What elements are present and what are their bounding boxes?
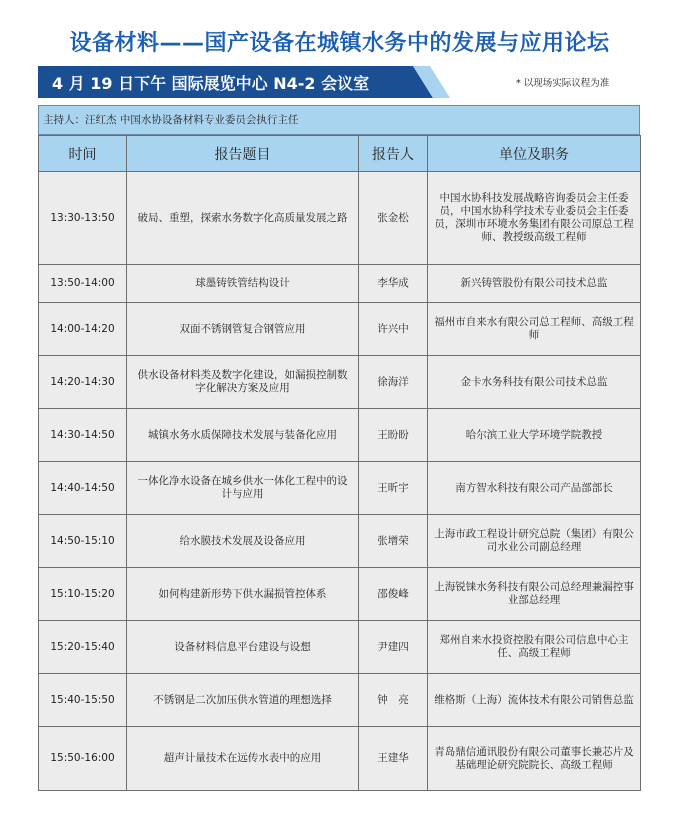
row-time: 14:00-14:20 — [39, 303, 127, 356]
row-topic: 给水膜技术发展及设备应用 — [127, 515, 359, 568]
row-topic: 破局、重塑，探索水务数字化高质量发展之路 — [127, 172, 359, 265]
row-organization: 青岛鼎信通讯股份有限公司董事长兼芯片及基础理论研究院院长、高级工程师 — [428, 727, 641, 791]
schedule-table — [38, 135, 641, 791]
table-row — [39, 621, 641, 674]
table-header-row — [39, 136, 641, 172]
row-organization: 福州市自来水有限公司总工程师、高级工程师 — [428, 303, 641, 356]
table-row — [39, 303, 641, 356]
row-time: 15:10-15:20 — [39, 568, 127, 621]
row-speaker: 王盼盼 — [359, 409, 428, 462]
row-organization: 上海市政工程设计研究总院（集团）有限公司水业公司副总经理 — [428, 515, 641, 568]
table-row — [39, 409, 641, 462]
column-header-organization: 单位及职务 — [428, 136, 641, 172]
row-organization: 郑州自来水投资控股有限公司信息中心主任、高级工程师 — [428, 621, 641, 674]
table-row — [39, 172, 641, 265]
row-organization: 金卡水务科技有限公司技术总监 — [428, 356, 641, 409]
table-row — [39, 568, 641, 621]
row-speaker: 邵俊峰 — [359, 568, 428, 621]
row-topic: 不锈钢是二次加压供水管道的理想选择 — [127, 674, 359, 727]
row-topic: 设备材料信息平台建设与设想 — [127, 621, 359, 674]
row-time: 14:30-14:50 — [39, 409, 127, 462]
row-organization: 中国水协科技发展战略咨询委员会主任委员，中国水协科学技术专业委员会主任委员，深圳市环境水务集团有限公司原总工程师、教授级高级工程师 — [428, 172, 641, 265]
row-time: 15:50-16:00 — [39, 727, 127, 791]
row-time: 15:40-15:50 — [39, 674, 127, 727]
row-organization: 新兴铸管股份有限公司技术总监 — [428, 265, 641, 303]
row-time: 13:50-14:00 — [39, 265, 127, 303]
column-header-speaker: 报告人 — [359, 136, 428, 172]
row-topic: 双面不锈钢管复合钢管应用 — [127, 303, 359, 356]
row-organization: 上海锐铼水务科技有限公司总经理兼漏控事业部总经理 — [428, 568, 641, 621]
row-time: 14:40-14:50 — [39, 462, 127, 515]
table-row — [39, 462, 641, 515]
row-organization: 哈尔滨工业大学环境学院教授 — [428, 409, 641, 462]
row-topic: 一体化净水设备在城乡供水一体化工程中的设计与应用 — [127, 462, 359, 515]
row-speaker: 徐海洋 — [359, 356, 428, 409]
column-header-time: 时间 — [39, 136, 127, 172]
row-topic: 超声计量技术在远传水表中的应用 — [127, 727, 359, 791]
row-time: 13:30-13:50 — [39, 172, 127, 265]
table-row — [39, 356, 641, 409]
row-topic: 如何构建新形势下供水漏损管控体系 — [127, 568, 359, 621]
table-row — [39, 265, 641, 303]
table-row — [39, 515, 641, 568]
table-row — [39, 727, 641, 791]
row-speaker: 许兴中 — [359, 303, 428, 356]
row-speaker: 李华成 — [359, 265, 428, 303]
schedule-note: * 以现场实际议程为准 — [516, 78, 610, 89]
session-banner — [38, 66, 640, 98]
row-topic: 球墨铸铁管结构设计 — [127, 265, 359, 303]
row-time: 15:20-15:40 — [39, 621, 127, 674]
row-speaker: 王昕宇 — [359, 462, 428, 515]
row-speaker: 张增荣 — [359, 515, 428, 568]
column-header-topic: 报告题目 — [127, 136, 359, 172]
session-info: 4 月 19 日下午 国际展览中心 N4-2 会议室 — [52, 74, 370, 93]
page-title: 设备材料——国产设备在城镇水务中的发展与应用论坛 — [69, 31, 610, 56]
row-speaker: 张金松 — [359, 172, 428, 265]
row-organization: 维格斯（上海）流体技术有限公司销售总监 — [428, 674, 641, 727]
row-speaker: 钟 亮 — [359, 674, 428, 727]
host-info: 主持人：汪红杰 中国水协设备材料专业委员会执行主任 — [38, 105, 640, 135]
row-speaker: 王建华 — [359, 727, 428, 791]
row-time: 14:20-14:30 — [39, 356, 127, 409]
row-organization: 南方智水科技有限公司产品部部长 — [428, 462, 641, 515]
row-topic: 供水设备材料类及数字化建设，如漏损控制数字化解决方案及应用 — [127, 356, 359, 409]
row-time: 14:50-15:10 — [39, 515, 127, 568]
row-topic: 城镇水务水质保障技术发展与装备化应用 — [127, 409, 359, 462]
table-row — [39, 674, 641, 727]
row-speaker: 尹建四 — [359, 621, 428, 674]
